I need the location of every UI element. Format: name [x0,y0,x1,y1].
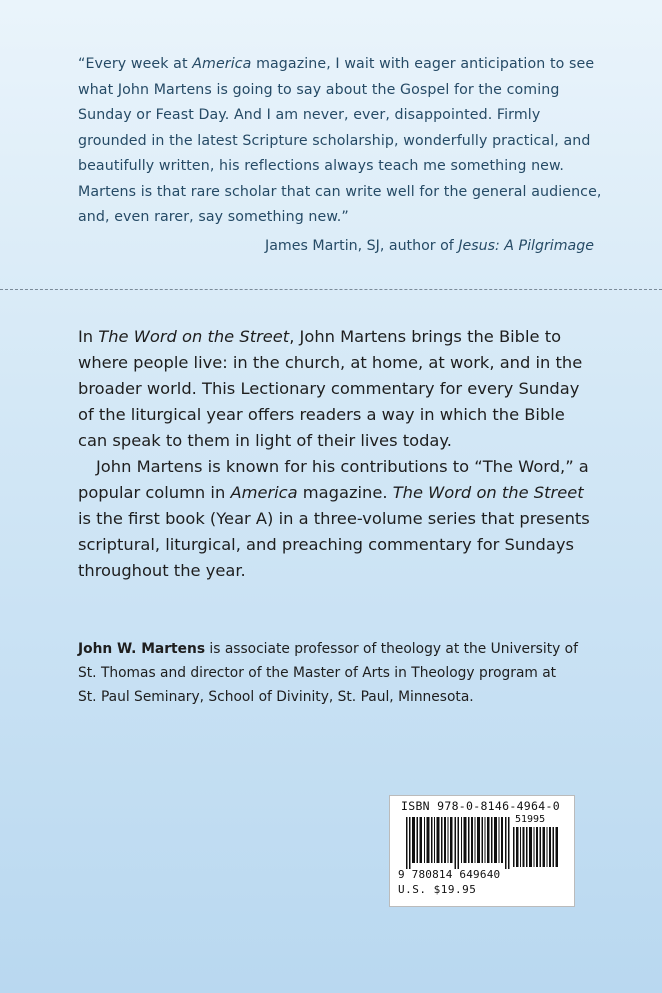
dashed-divider [0,289,662,290]
quote-text-2: magazine, I wait with eager anticipation to see what John Martens is going to say about the Gospel for the coming Sunday or Feast Day. And I am never, ever, disappointed. Firmly grounded in the latest Scripture scholarship, wonderfully practical, and beautifully written, his reflections always teach me something new. Martens is that rare scholar that can write well for the general audience, and, even rarer, say something new.” [78,56,602,225]
description-paragraph-2: John Martens is known for his contributions to “The Word,” a popular column in America magazine. The Word on the Street is the first book (Year A) in a three-volume series that presents scriptural, liturgical, and preaching commentary for Sundays throughout the year. [78,457,590,580]
author-bio [78,637,578,709]
description-paragraph-1: In The Word on the Street, John Martens brings the Bible to where people live: in the church, at home, at work, and in the broader world. This Lectionary commentary for every Sunday of the liturgical year offers readers a way in which the Bible can speak to them in light of their lives today. [78,327,583,450]
barcode-digits: 9 780814 649640 [398,868,501,881]
addon-barcode-icon [513,827,559,867]
attribution-author: James Martin, SJ, author of [265,238,459,254]
endorsement-attribution [265,234,594,260]
magazine-name: America [230,483,298,502]
attribution-book-title: Jesus: A Pilgrimage [458,238,594,254]
quote-text-1: “Every week at [78,56,193,72]
author-name: John W. Martens [78,641,206,657]
quote-magazine-name: America [192,56,252,72]
isbn-barcode [389,795,575,907]
ean-barcode-icon [406,817,510,869]
endorsement-quote [78,52,608,231]
price-label: U.S. $19.95 [398,883,477,896]
book-title: The Word on the Street [98,327,290,346]
book-title-2: The Word on the Street [392,483,584,502]
isbn-label: ISBN 978-0-8146-4964-0 [401,799,560,813]
addon-digits: 51995 [515,814,546,825]
book-description [78,324,598,584]
author-bio-text: is associate professor of theology at the University of St. Thomas and director of the Master of Arts in Theology program at St. Paul Seminary, School of Divinity, St. Paul, Minnesota. [78,641,578,705]
